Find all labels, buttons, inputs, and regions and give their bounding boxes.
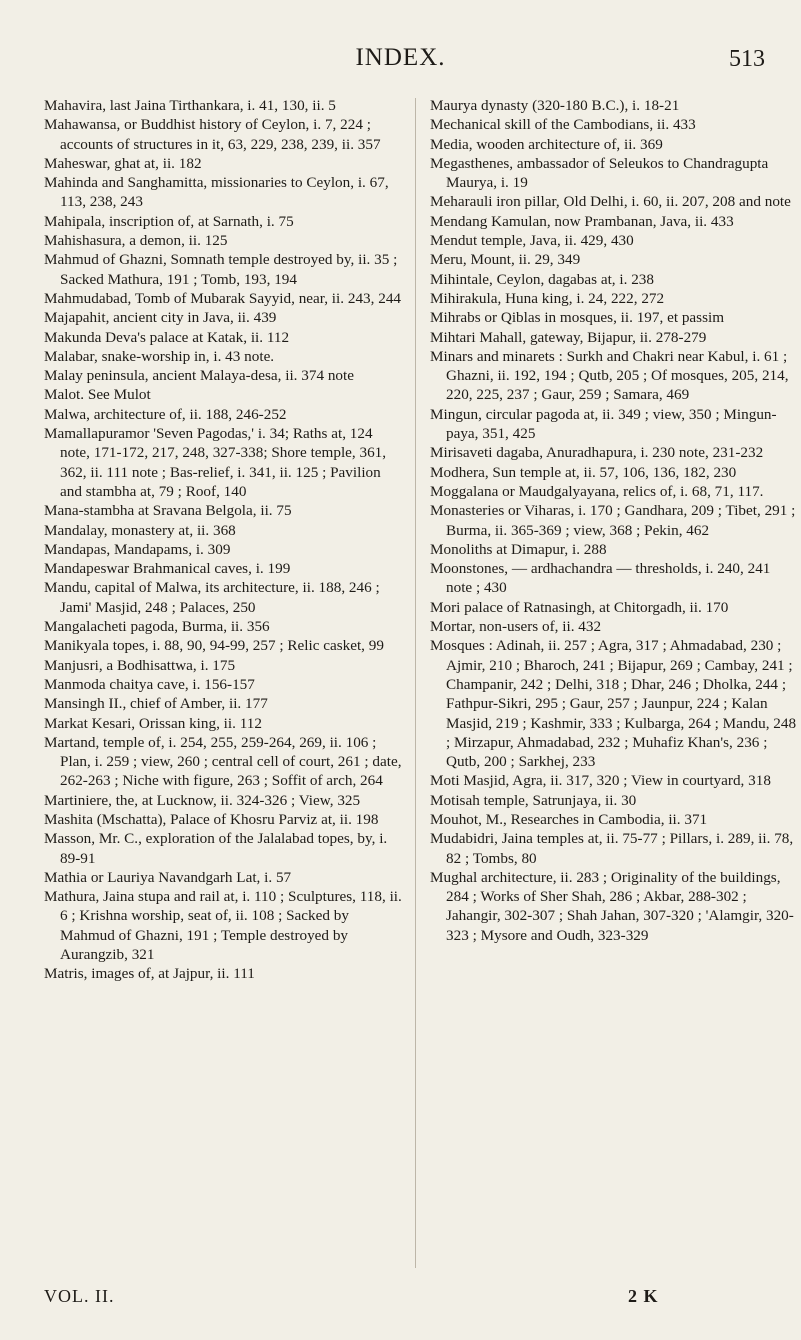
- index-entry: Monasteries or Viharas, i. 170 ; Gandhara, 209 ; Tibet, 291 ; Burma, ii. 365-369 ; view, 368 ; Pekin, 462: [430, 502, 796, 539]
- signature-mark: 2 K: [628, 1286, 659, 1306]
- index-entry: Mihrabs or Qiblas in mosques, ii. 197, et passim: [430, 309, 725, 327]
- index-entry: Mahinda and Sanghamitta, missionaries to Ceylon, i. 67, 113, 238, 243: [44, 174, 389, 211]
- index-columns: [44, 96, 797, 1296]
- index-entry: Mandapeswar Brahmanical caves, i. 199: [44, 560, 291, 578]
- index-entry: Mingun, circular pagoda at, ii. 349 ; view, 350 ; Mingun-paya, 351, 425: [430, 405, 777, 443]
- index-entry: Motisah temple, Satrunjaya, ii. 30: [430, 791, 637, 809]
- index-entry: Mahmud of Ghazni, Somnath temple destroyed by, ii. 35 ; Sacked Mathura, 191 ; Tomb, 193, 194: [44, 251, 398, 288]
- index-entry: Mashita (Mschatta), Palace of Khosru Parviz at, ii. 198: [44, 810, 379, 828]
- index-entry: Meharauli iron pillar, Old Delhi, i. 60, ii. 207, 208 and note: [430, 193, 791, 211]
- index-entry: Moti Masjid, Agra, ii. 317, 320 ; View in courtyard, 318: [430, 772, 771, 790]
- column-divider: [415, 98, 416, 1268]
- index-entry: Malwa, architecture of, ii. 188, 246-252: [44, 405, 287, 423]
- index-entry: Mahmudabad, Tomb of Mubarak Sayyid, near, ii. 243, 244: [44, 289, 402, 307]
- index-entry: Megasthenes, ambassador of Seleukos to Chandragupta Maurya, i. 19: [430, 154, 769, 192]
- index-entry: Matris, images of, at Jajpur, ii. 111: [44, 965, 255, 983]
- index-entry: Malot. See Mulot: [44, 386, 151, 404]
- index-entry: Moonstones, — ardhachandra — thresholds, i. 240, 241 note ; 430: [430, 560, 771, 597]
- index-entry: Moggalana or Maudgalyayana, relics of, i. 68, 71, 117.: [430, 482, 764, 500]
- index-entry: Meru, Mount, ii. 29, 349: [430, 251, 581, 269]
- index-entry: Mori palace of Ratnasingh, at Chitorgadh, ii. 170: [430, 598, 729, 616]
- index-entry: Mortar, non-users of, ii. 432: [430, 618, 602, 636]
- index-entry: Mandu, capital of Malwa, its architecture, ii. 188, 246 ; Jami' Masjid, 248 ; Palaces, 250: [44, 579, 380, 616]
- index-entry: Mihintale, Ceylon, dagabas at, i. 238: [430, 270, 654, 288]
- index-entry: Markat Kesari, Orissan king, ii. 112: [44, 714, 262, 732]
- index-entry: Mirisaveti dagaba, Anuradhapura, i. 230 note, 231-232: [430, 444, 764, 462]
- index-entry: Manmoda chaitya cave, i. 156-157: [44, 675, 255, 693]
- index-entry: Makunda Deva's palace at Katak, ii. 112: [44, 328, 290, 346]
- index-entry: Mathia or Lauriya Navandgarh Lat, i. 57: [44, 868, 292, 886]
- index-entry: Mathura, Jaina stupa and rail at, i. 110 ; Sculptures, 118, ii. 6 ; Krishna worship, seat of, ii. 108 ; Sacked by Mahmud of Ghazni, 191 ; Temple destroyed by Aurangzib, 321: [44, 888, 402, 964]
- index-entry: Mamallapuramor 'Seven Pagodas,' i. 34; Raths at, 124 note, 171-172, 217, 248, 327-338; Shore temple, 361, 362, ii. 111 note ; Bas-relief, i. 341, ii. 125 ; Pavilion and stambha at, 79 ; Roof, 140: [44, 425, 387, 500]
- index-entry: Manjusri, a Bodhisattwa, i. 175: [44, 656, 236, 674]
- index-entry: Mansingh II., chief of Amber, ii. 177: [44, 695, 268, 713]
- index-entry: Malabar, snake-worship in, i. 43 note.: [44, 347, 275, 365]
- index-entry: Mechanical skill of the Cambodians, ii. 433: [430, 116, 696, 134]
- index-entry: Manikyala topes, i. 88, 90, 94-99, 257 ; Relic casket, 99: [44, 637, 384, 655]
- index-entry: Mihtari Mahall, gateway, Bijapur, ii. 278-279: [430, 328, 707, 346]
- left-column: [44, 96, 404, 984]
- index-entry: Mosques : Adinah, ii. 257 ; Agra, 317 ; Ahmadabad, 230 ; Ajmir, 210 ; Bharoch, 241 ; Bijapur, 269 ; Cambay, 241 ; Champanir, 242 ; Delhi, 318 ; Dhar, 246 ; Dholka, 244 ; Fathpur-Sikri, 295 ; Gaur, 257 ; Jaunpur, 224 ; Kalan Masjid, 219 ; Kashmir, 333 ; Kulbarga, 264 ; Mandu, 248 ; Mirzapur, Ahmadabad, 232 ; Muhafiz Khan's, 236 ; Qutb, 200 ; Sarkhej, 233: [430, 637, 797, 771]
- index-entry: Mahawansa, or Buddhist history of Ceylon, i. 7, 224 ; accounts of structures in it, 63, 229, 238, 239, ii. 357: [44, 116, 381, 153]
- index-entry: Mahishasura, a demon, ii. 125: [44, 232, 228, 250]
- index-entry: Mandapas, Mandapams, i. 309: [44, 540, 231, 558]
- index-entry: Malay peninsula, ancient Malaya-desa, ii. 374 note: [44, 367, 354, 385]
- index-entry: Majapahit, ancient city in Java, ii. 439: [44, 309, 277, 327]
- index-entry: Masson, Mr. C., exploration of the Jalalabad topes, by, i. 89-91: [44, 830, 388, 867]
- index-entry: Mana-stambha at Sravana Belgola, ii. 75: [44, 502, 292, 520]
- index-entry: Mouhot, M., Researches in Cambodia, ii. 371: [430, 810, 708, 828]
- index-entry: Martiniere, the, at Lucknow, ii. 324-326 ; View, 325: [44, 791, 361, 809]
- index-entry: Maheswar, ghat at, ii. 182: [44, 154, 202, 172]
- index-entry: Mahavira, last Jaina Tirthankara, i. 41, 130, ii. 5: [44, 97, 336, 114]
- index-entry: Mendut temple, Java, ii. 429, 430: [430, 232, 634, 250]
- index-entry: Monoliths at Dimapur, i. 288: [430, 540, 607, 558]
- index-entry: Minars and minarets : Surkh and Chakri near Kabul, i. 61 ; Ghazni, ii. 192, 194 ; Qutb, 205 ; Of mosques, 205, 214, 220, 225, 237 ; Gaur, 259 ; Samara, 469: [430, 347, 789, 404]
- right-column: [430, 96, 798, 945]
- index-entry: Modhera, Sun temple at, ii. 57, 106, 136, 182, 230: [430, 463, 737, 481]
- page-number: 513: [729, 46, 765, 72]
- index-entry: Mahipala, inscription of, at Sarnath, i. 75: [44, 212, 294, 230]
- index-entry: Maurya dynasty (320-180 B.C.), i. 18-21: [430, 97, 680, 114]
- index-entry: Martand, temple of, i. 254, 255, 259-264, 269, ii. 106 ; Plan, i. 259 ; view, 260 ; central cell of court, 261 ; date, 262-263 ; Niche with figure, 263 ; Soffit of arch, 264: [44, 733, 402, 790]
- index-entry: Mendang Kamulan, now Prambanan, Java, ii. 433: [430, 212, 734, 230]
- index-entry: Mudabidri, Jaina temples at, ii. 75-77 ; Pillars, i. 289, ii. 78, 82 ; Tombs, 80: [430, 830, 794, 867]
- volume-label: VOL. II.: [44, 1286, 115, 1306]
- index-entry: Mughal architecture, ii. 283 ; Originality of the buildings, 284 ; Works of Sher Shah, 286 ; Akbar, 288-302 ; Jahangir, 302-307 ; Shah Jahan, 307-320 ; 'Alamgir, 320-323 ; Mysore and Oudh, 323-329: [430, 868, 794, 944]
- index-entry: Mihirakula, Huna king, i. 24, 222, 272: [430, 289, 665, 307]
- page-title: INDEX.: [355, 44, 446, 71]
- index-entry: Mangalacheti pagoda, Burma, ii. 356: [44, 618, 270, 636]
- index-entry: Media, wooden architecture of, ii. 369: [430, 135, 663, 153]
- index-entry: Mandalay, monastery at, ii. 368: [44, 521, 236, 539]
